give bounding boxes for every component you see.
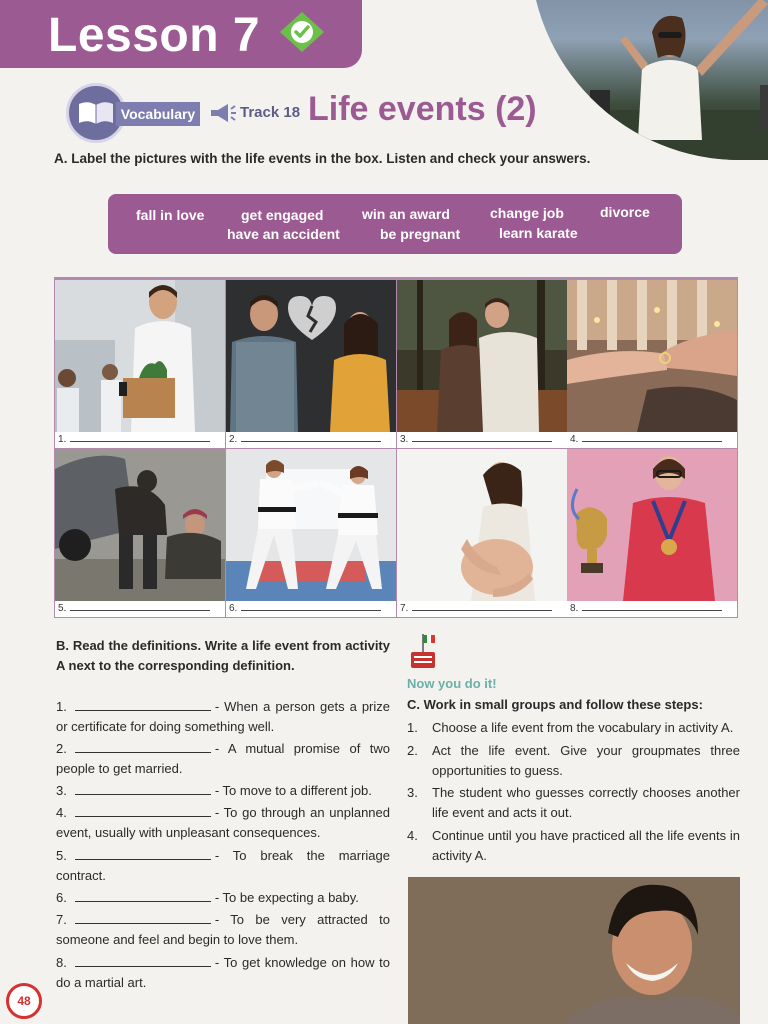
answer-blank[interactable] — [75, 955, 211, 967]
word-item: fall in love — [136, 207, 205, 223]
caption-4: 4. — [567, 432, 737, 448]
definition-row: 7. - To be very attracted to someone and feel and begin to love them. — [56, 912, 390, 947]
picture-8 — [567, 449, 737, 617]
now-you-do-it-label: Now you do it! — [407, 676, 497, 691]
photo-couple-broken-heart — [226, 280, 396, 432]
caption-8: 8. — [567, 601, 737, 617]
answer-line-7[interactable] — [412, 602, 552, 611]
definition-row: 8. - To get knowledge on how to do a martial art. — [56, 955, 390, 990]
picture-2 — [226, 280, 396, 448]
photo-woman-with-trophy — [567, 449, 737, 601]
answer-line-6[interactable] — [241, 602, 381, 611]
photo-smiling-man — [408, 877, 740, 1024]
activity-c-heading: C. Work in small groups and follow these steps: — [407, 697, 703, 712]
step-item: 1. Choose a life event from the vocabulary in activity A. — [407, 720, 734, 735]
caption-6: 6. — [226, 601, 396, 617]
lesson-banner — [0, 0, 362, 68]
photo-man-carrying-box — [55, 280, 225, 432]
page-number: 48 — [6, 983, 42, 1019]
caption-5: 5. — [55, 601, 225, 617]
vocabulary-tag: Vocabulary — [116, 102, 200, 126]
answer-blank[interactable] — [75, 741, 211, 753]
picture-5 — [55, 449, 225, 617]
answer-line-1[interactable] — [70, 433, 210, 442]
step-item: 2. Act the life event. Give your groupmates three opportunities to guess. — [407, 743, 740, 778]
answer-blank[interactable] — [75, 805, 211, 817]
caption-1: 1. — [55, 432, 225, 448]
answer-blank[interactable] — [75, 699, 211, 711]
answer-blank[interactable] — [75, 890, 211, 902]
caption-3: 3. — [397, 432, 567, 448]
answer-line-5[interactable] — [70, 602, 210, 611]
step-item: 3. The student who guesses correctly chooses another life event and acts it out. — [407, 785, 740, 820]
megaphone-icon[interactable] — [208, 101, 238, 125]
picture-1 — [55, 280, 225, 448]
step-item: 4. Continue until you have practiced all the life events in activity A. — [407, 828, 740, 863]
definition-row: 2. - A mutual promise of two people to get married. — [56, 741, 390, 776]
photo-karate-students — [226, 449, 396, 601]
photo-car-accident — [55, 449, 225, 601]
picture-grid — [54, 277, 738, 618]
word-item: get engaged — [241, 207, 324, 223]
word-item: divorce — [600, 204, 650, 220]
activity-a-instruction: A. Label the pictures with the life events in the box. Listen and check your answers. — [54, 151, 591, 166]
answer-line-8[interactable] — [582, 602, 722, 611]
answer-blank[interactable] — [75, 848, 211, 860]
hero-photo-woman-cheering — [530, 0, 768, 160]
answer-blank[interactable] — [75, 783, 211, 795]
photo-couple-in-forest — [397, 280, 567, 432]
section-title: Life events (2) — [308, 90, 537, 128]
lesson-title: Lesson 7 — [48, 9, 261, 62]
word-item: have an accident — [227, 226, 340, 242]
definition-row: 5. - To break the marriage contract. — [56, 848, 390, 883]
definition-row: 6. - To be expecting a baby. — [56, 890, 359, 905]
word-item: win an award — [362, 206, 450, 222]
definition-row: 4. - To go through an unplanned event, usually with unpleasant consequences. — [56, 805, 390, 840]
answer-blank[interactable] — [75, 912, 211, 924]
word-item: change job — [490, 205, 564, 221]
word-item: be pregnant — [380, 226, 461, 242]
picture-7 — [397, 449, 567, 617]
definition-row: 3. - To move to a different job. — [56, 783, 372, 798]
word-item: learn karate — [499, 225, 578, 241]
picture-3 — [397, 280, 567, 448]
activity-b-heading: B. Read the definitions. Write a life event from activity A next to the corresponding definition. — [56, 638, 390, 673]
word-box — [108, 194, 682, 254]
school-flag-icon — [409, 634, 437, 670]
track-label[interactable]: Track 18 — [240, 104, 301, 121]
picture-4 — [567, 280, 737, 448]
caption-7: 7. — [397, 601, 567, 617]
answer-line-4[interactable] — [582, 433, 722, 442]
photo-pregnant-woman — [397, 449, 567, 601]
picture-6 — [226, 449, 396, 617]
check-badge-icon — [278, 10, 326, 54]
answer-line-3[interactable] — [412, 433, 552, 442]
answer-line-2[interactable] — [241, 433, 381, 442]
definition-row: 1. - When a person gets a prize or certificate for doing something well. — [56, 699, 390, 734]
photo-ring-on-finger — [567, 280, 737, 432]
caption-2: 2. — [226, 432, 396, 448]
